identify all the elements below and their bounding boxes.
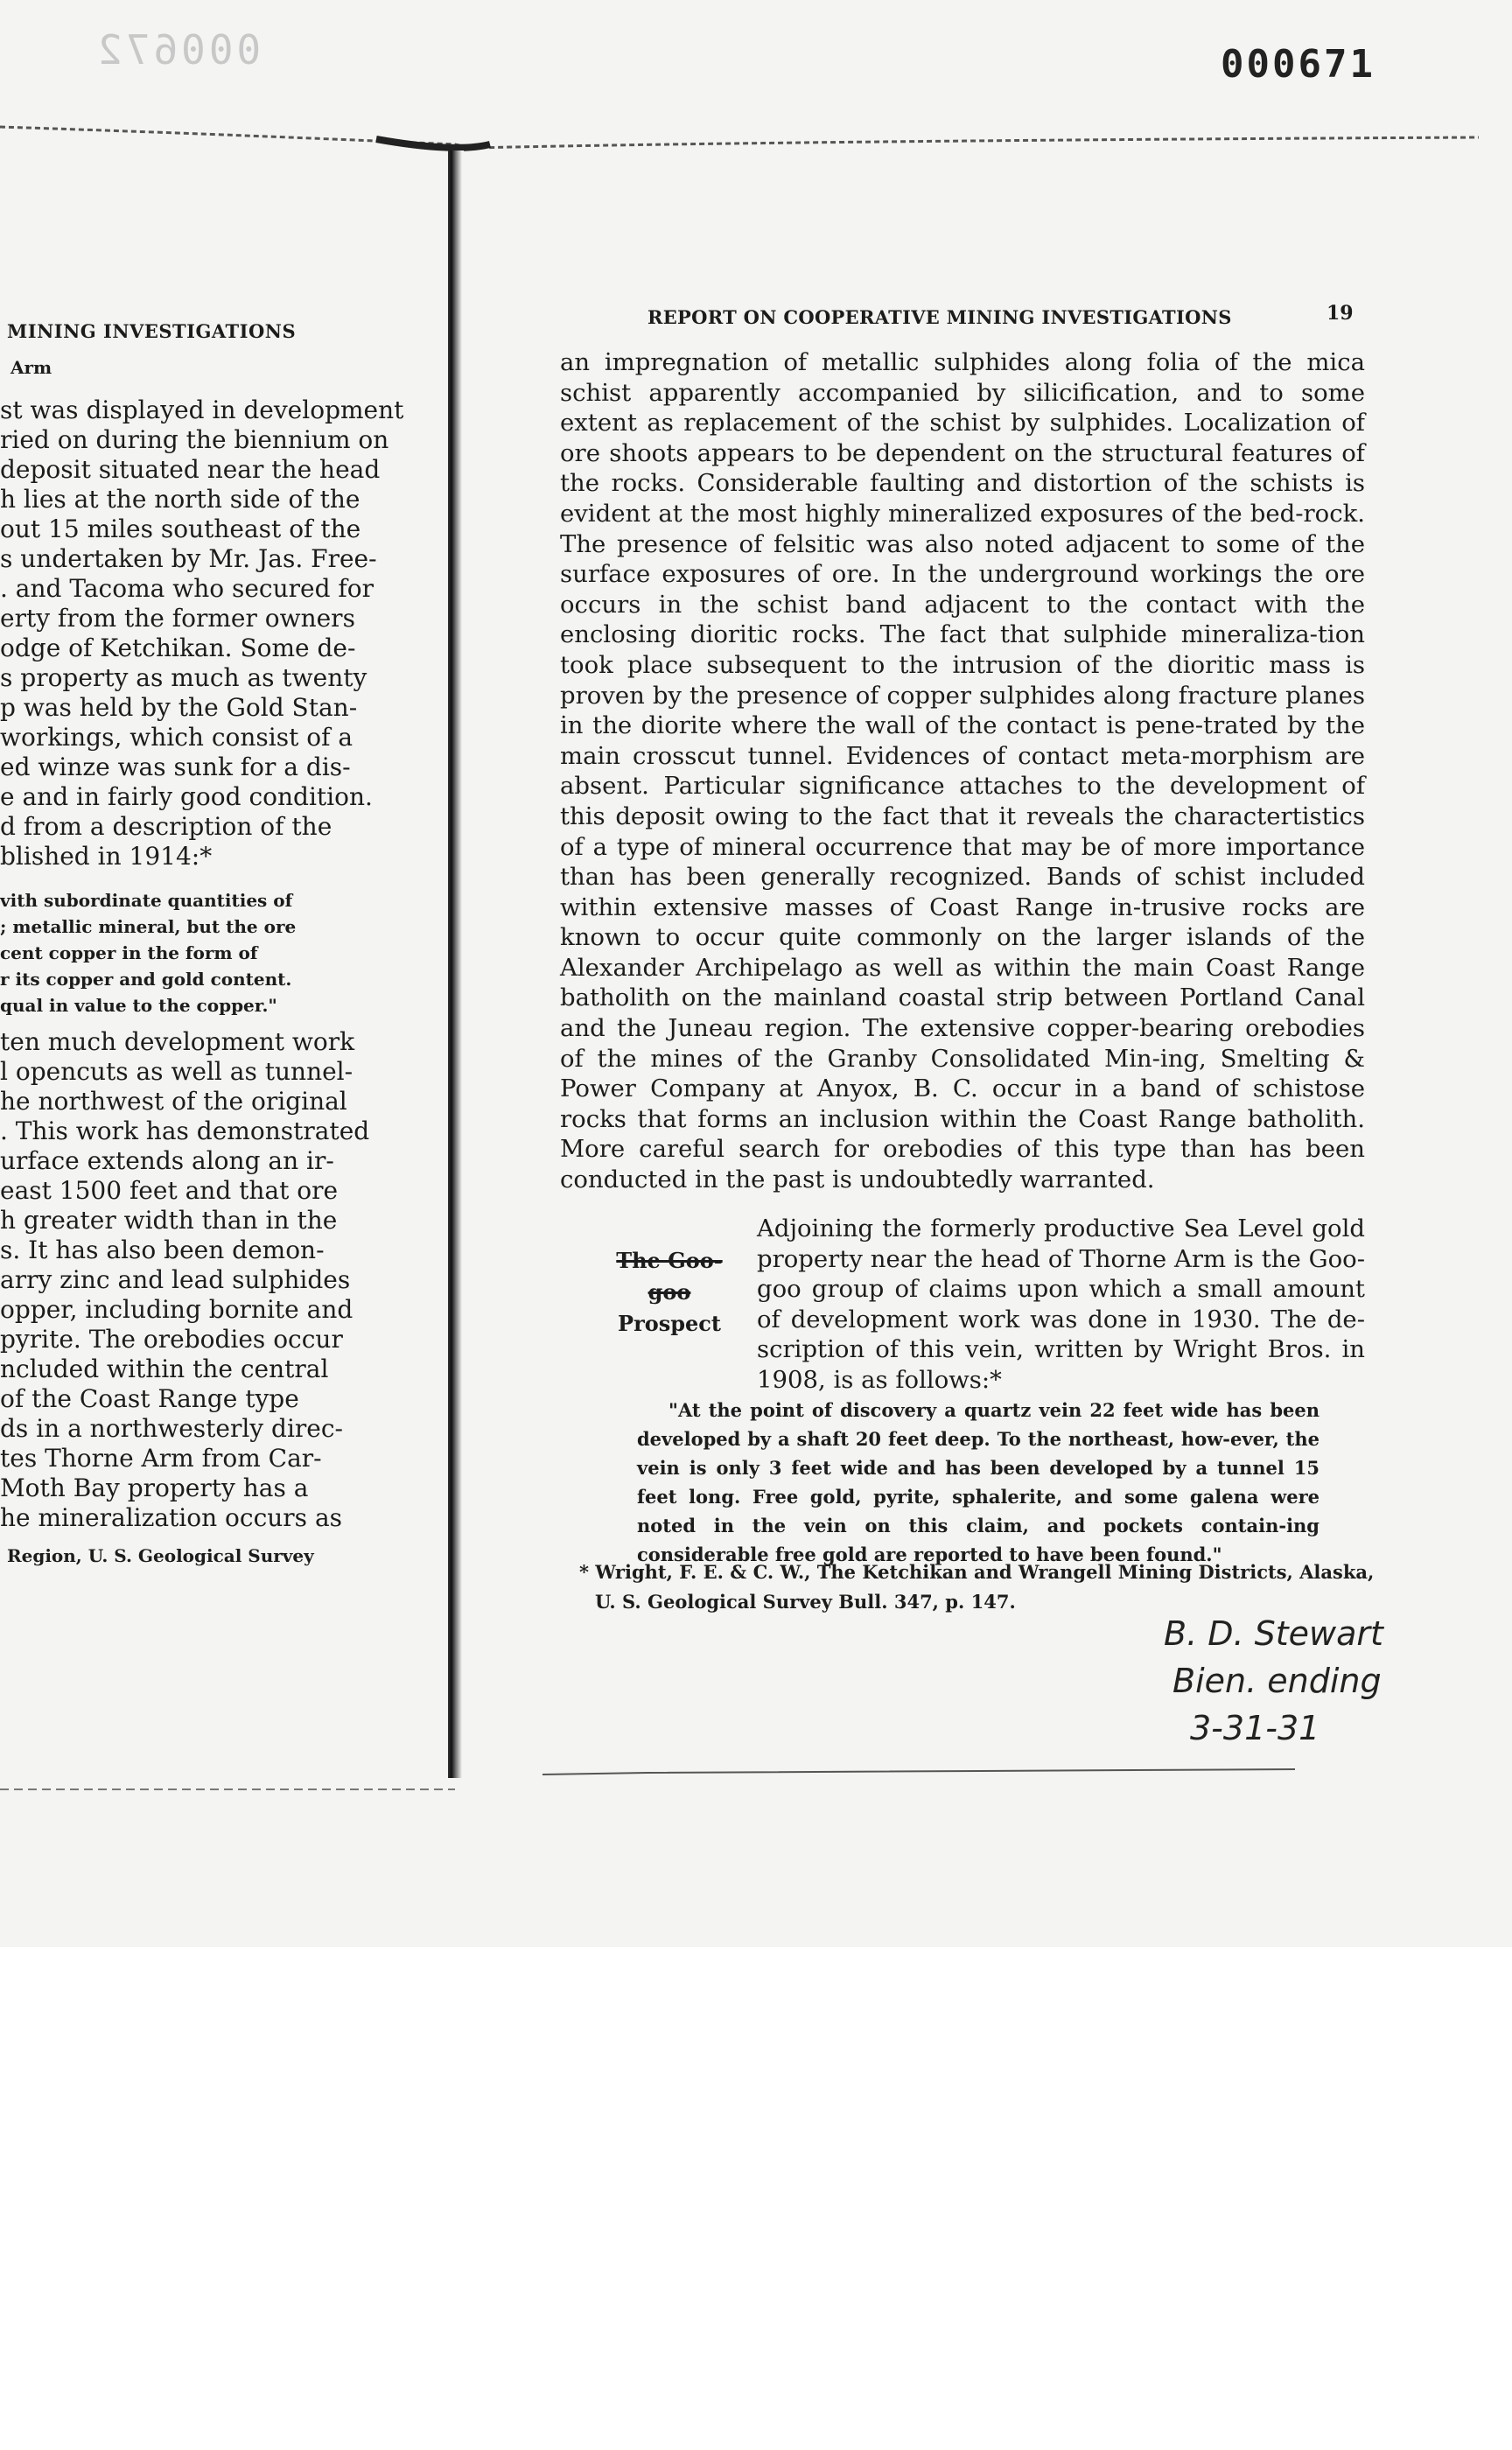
left-text-line: l opencuts as well as tunnel-: [0, 1057, 354, 1086]
left-text-line: s undertaken by Mr. Jas. Free-: [0, 544, 377, 573]
left-text-line: s property as much as twenty: [0, 663, 368, 692]
left-text-line: arry zinc and lead sulphides: [0, 1265, 351, 1294]
signature-date: 3-31-31: [1190, 1709, 1320, 1747]
body-paragraph-1: an impregnation of metallic sulphides along folia of the mica schist apparently accompanied by silicification, and to some extent as replacement of the schist by sulphides. Localization of ore shoots appears to be dependent on the structural features of the rocks. Considerable faulting and distortion of the schists is evident at the most highly mineralized exposures of the bed-rock. The presence of felsitic was also noted adjacent to some of the surface exposures of ore. In the underground workings the ore occurs in the schist band adjacent to the contact with the enclosing dioritic rocks. The fact that sulphide mineraliza-tion took place subsequent to the intrusion of the dioritic mass is proven by the presence of copper sulphides along fracture planes in the diorite where the wall of the contact is pene-trated by the main crosscut tunnel. Evidences of contact meta-morphism are absent. Particular significance attaches to the development of this deposit owing to the fact that it reveals the charactertistics of a type of mineral occurrence that may be of more importance than has been generally recognized. Bands of schist included within extensive masses of Coast Range in-trusive rocks are known to occur quite commonly on the larger islands of the Alexander Archipelago as well as within the main Coast Range batholith on the mainland coastal strip between Portland Canal and the Juneau region. The extensive copper-bearing orebodies of the mines of the Granby Consolidated Min-ing, Smelting & Power Company at Anyox, B. C. occur in a band of schistose rocks that forms an inclusion within the Coast Range batholith. More careful search for orebodies of this type than has been conducted in the past is undoubtedly warranted.: [560, 348, 1365, 1194]
left-text-line: pyrite. The orebodies occur: [0, 1325, 343, 1354]
block-quote: "At the point of discovery a quartz vein 22 feet wide has been developed by a shaft 20 feet deep. To the northeast, how-ever, the vein is only 3 feet wide and has been developed by a tunnel 15 feet long. Free gold, pyrite, sphalerite, and some galena were noted in the vein on this claim, and pockets contain-ing considerable free gold are reported to have been found.": [637, 1399, 1320, 1565]
left-text-line: east 1500 feet and that ore: [0, 1176, 339, 1205]
left-text-line: p was held by the Gold Stan-: [0, 693, 358, 722]
left-text-line: d from a description of the: [0, 812, 332, 841]
running-header: REPORT ON COOPERATIVE MINING INVESTIGATIONS: [648, 306, 1232, 328]
left-text-line: h greater width than in the: [0, 1206, 338, 1235]
left-text-line: ten much development work: [0, 1027, 355, 1056]
left-text-line: st was displayed in development: [0, 396, 404, 424]
handwritten-signature: [1164, 1610, 1452, 1776]
side-heading-line-1: The Goo-goo: [616, 1248, 723, 1305]
left-quote-line: vith subordinate quantities of: [0, 890, 293, 911]
left-page: [0, 149, 455, 1794]
left-quote-line: qual in value to the copper.": [0, 995, 277, 1016]
side-heading-line-2: Prospect: [618, 1311, 721, 1336]
faded-document-number: 000672: [94, 26, 262, 74]
left-quote-line: r its copper and gold content.: [0, 969, 292, 990]
left-text-line: he mineralization occurs as: [0, 1503, 343, 1532]
left-page-bottom-edge: [0, 1788, 455, 1791]
left-quote-line: cent copper in the form of: [0, 942, 258, 963]
signature-note: Bien. ending: [1172, 1662, 1382, 1700]
left-page-header: MINING INVESTIGATIONS: [7, 320, 297, 342]
left-text-line: blished in 1914:*: [0, 842, 213, 871]
footnote: * Wright, F. E. & C. W., The Ketchikan and Wrangell Mining Districts, Alaska, U. S. Geological Survey Bull. 347, p. 147.: [579, 1561, 1375, 1613]
left-text-line: . and Tacoma who secured for: [0, 574, 374, 603]
document-number-stamp: 000671: [1221, 42, 1376, 87]
left-text-line: erty from the former owners: [0, 604, 355, 633]
signature-name: B. D. Stewart: [1164, 1614, 1383, 1653]
page-bottom-edge: [542, 1768, 1295, 1776]
left-text-line: out 15 miles southeast of the: [0, 514, 361, 543]
left-text-line: s. It has also been demon-: [0, 1236, 325, 1264]
left-page-subheading: Arm: [10, 357, 52, 378]
left-text-line: ried on during the biennium on: [0, 425, 389, 454]
left-text-line: Moth Bay property has a: [0, 1474, 309, 1502]
left-text-line: workings, which consist of a: [0, 723, 354, 752]
left-page-footer: Region, U. S. Geological Survey: [7, 1545, 314, 1566]
side-heading: [595, 1245, 744, 1340]
left-text-line: of the Coast Range type: [0, 1384, 299, 1413]
left-quote-line: ; metallic mineral, but the ore: [0, 916, 297, 937]
body-paragraph-2: Adjoining the formerly productive Sea Level gold property near the head of Thorne Arm is the Goo-goo group of claims upon which a small amount of development work was done in 1930. The de-scription of this vein, written by Wright Bros. in 1908, is as follows:*: [757, 1214, 1365, 1394]
left-text-line: odge of Ketchikan. Some de-: [0, 634, 356, 662]
left-text-line: ds in a northwesterly direc-: [0, 1414, 343, 1443]
left-text-line: ed winze was sunk for a dis-: [0, 752, 351, 781]
left-text-line: . This work has demonstrated: [0, 1116, 370, 1145]
left-text-line: he northwest of the original: [0, 1087, 347, 1116]
body-paragraph-2-indent: [757, 1214, 1365, 1396]
left-text-line: e and in fairly good condition.: [0, 782, 373, 811]
left-text-line: deposit situated near the head: [0, 455, 381, 484]
left-text-line: tes Thorne Arm from Car-: [0, 1444, 322, 1473]
right-page: [472, 136, 1479, 1781]
left-text-line: urface extends along an ir-: [0, 1146, 334, 1175]
left-text-line: h lies at the north side of the: [0, 485, 360, 514]
book-spine: [448, 150, 464, 1778]
left-text-line: ncluded within the central: [0, 1354, 329, 1383]
page-number: 19: [1326, 302, 1354, 325]
left-text-line: opper, including bornite and: [0, 1295, 354, 1324]
